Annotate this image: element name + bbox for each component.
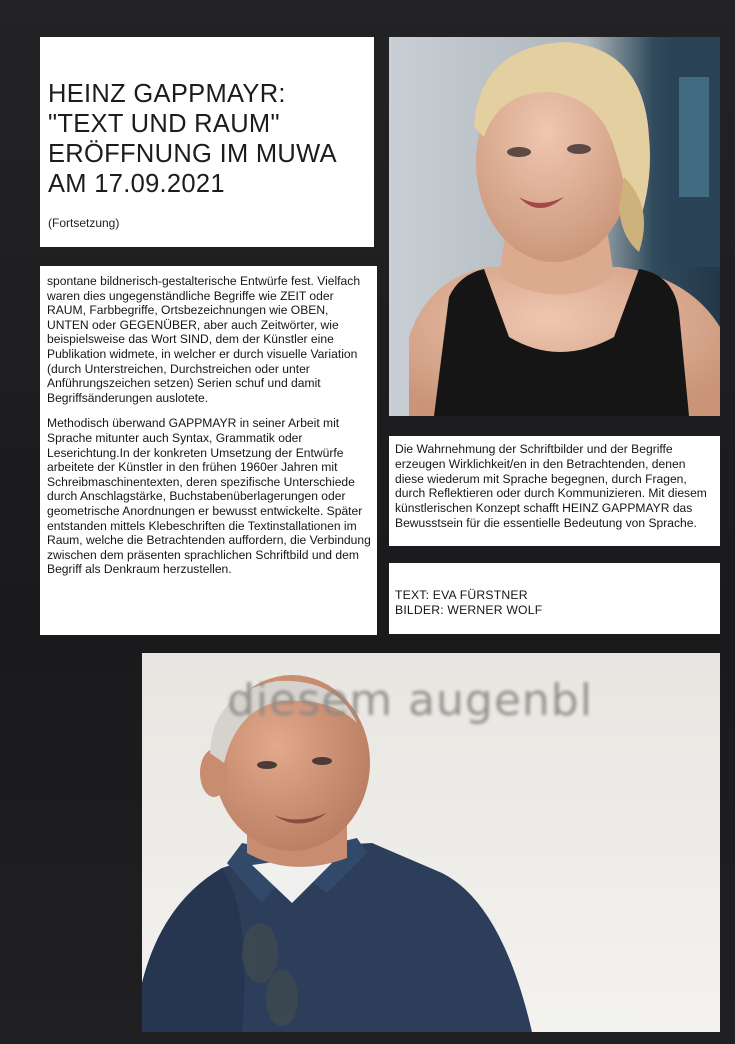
credits-box: [389, 563, 720, 634]
man-portrait-photo: [142, 653, 720, 1032]
body-paragraph: spontane bildnerisch-gestalterische Entwürfe fest. Vielfach waren dies ungegenständliche Begriffe wie ZEIT oder RAUM, Farbbegriffe, Ortsbezeichnungen wie OBEN, UNTEN oder GEGENÜBER, aber auch Zeitwörter, wie beispielsweise das Wort SIND, dem der Künstler eine Publikation widmete, in welcher er durch visuelle Variation (durch Unterstreichen, Durchstreichen oder unter Anführungszeichen setzen) Serien schuf und damit Begriffsänderungen auslotete.: [47, 274, 361, 405]
portrait-photo-icon: [389, 37, 720, 416]
continuation-note: (Fortsetzung): [48, 216, 120, 230]
body-text-box: [40, 266, 377, 635]
title-line-1: HEINZ GAPPMAYR:: [48, 80, 286, 108]
title-line-3: ERÖFFNUNG IM MUWA: [48, 140, 337, 168]
title-line-2: "TEXT UND RAUM": [48, 110, 280, 138]
photo-background-text: diesem augenbl: [227, 675, 593, 726]
title-box: [40, 37, 374, 247]
side-text-box: [389, 436, 720, 546]
woman-portrait-photo: [389, 37, 720, 416]
title-line-4: AM 17.09.2021: [48, 170, 225, 198]
body-paragraph: Methodisch überwand GAPPMAYR in seiner Arbeit mit Sprache mitunter auch Syntax, Grammatik oder Leserichtung.In der konkreten Umsetzung der Entwürfe arbeitete der Künstler in den frühen 1960er Jahren mit Schreibmaschinentexten, deren spezifische Unterschiede durch Anschlagstärke, Buchstabenüberlagerungen oder geometrische Anordnungen er bewusst entwickelte. Später entstanden mittels Klebeschriften die Textinstallationen im Raum, welche die Betrachtenden auffordern, die Verbindung zwischen dem präsenten sprachlichen Schriftbild und dem Begriff als Denkraum herzustellen.: [47, 416, 371, 577]
image-credit: BILDER: WERNER WOLF: [395, 602, 543, 617]
text-credit: TEXT: EVA FÜRSTNER: [395, 588, 528, 602]
side-paragraph: Die Wahrnehmung der Schriftbilder und der Begriffe erzeugen Wirklichkeit/en in den Betrachtenden, denen diese wiederum mit Sprache begegnen, durch Fragen, durch Reflektieren oder durch Kommunizieren. Mit diesem künstlerischen Konzept schafft HEINZ GAPPMAYR das Bewusstsein für die essentielle Bedeutung von Sprache.: [395, 442, 707, 530]
